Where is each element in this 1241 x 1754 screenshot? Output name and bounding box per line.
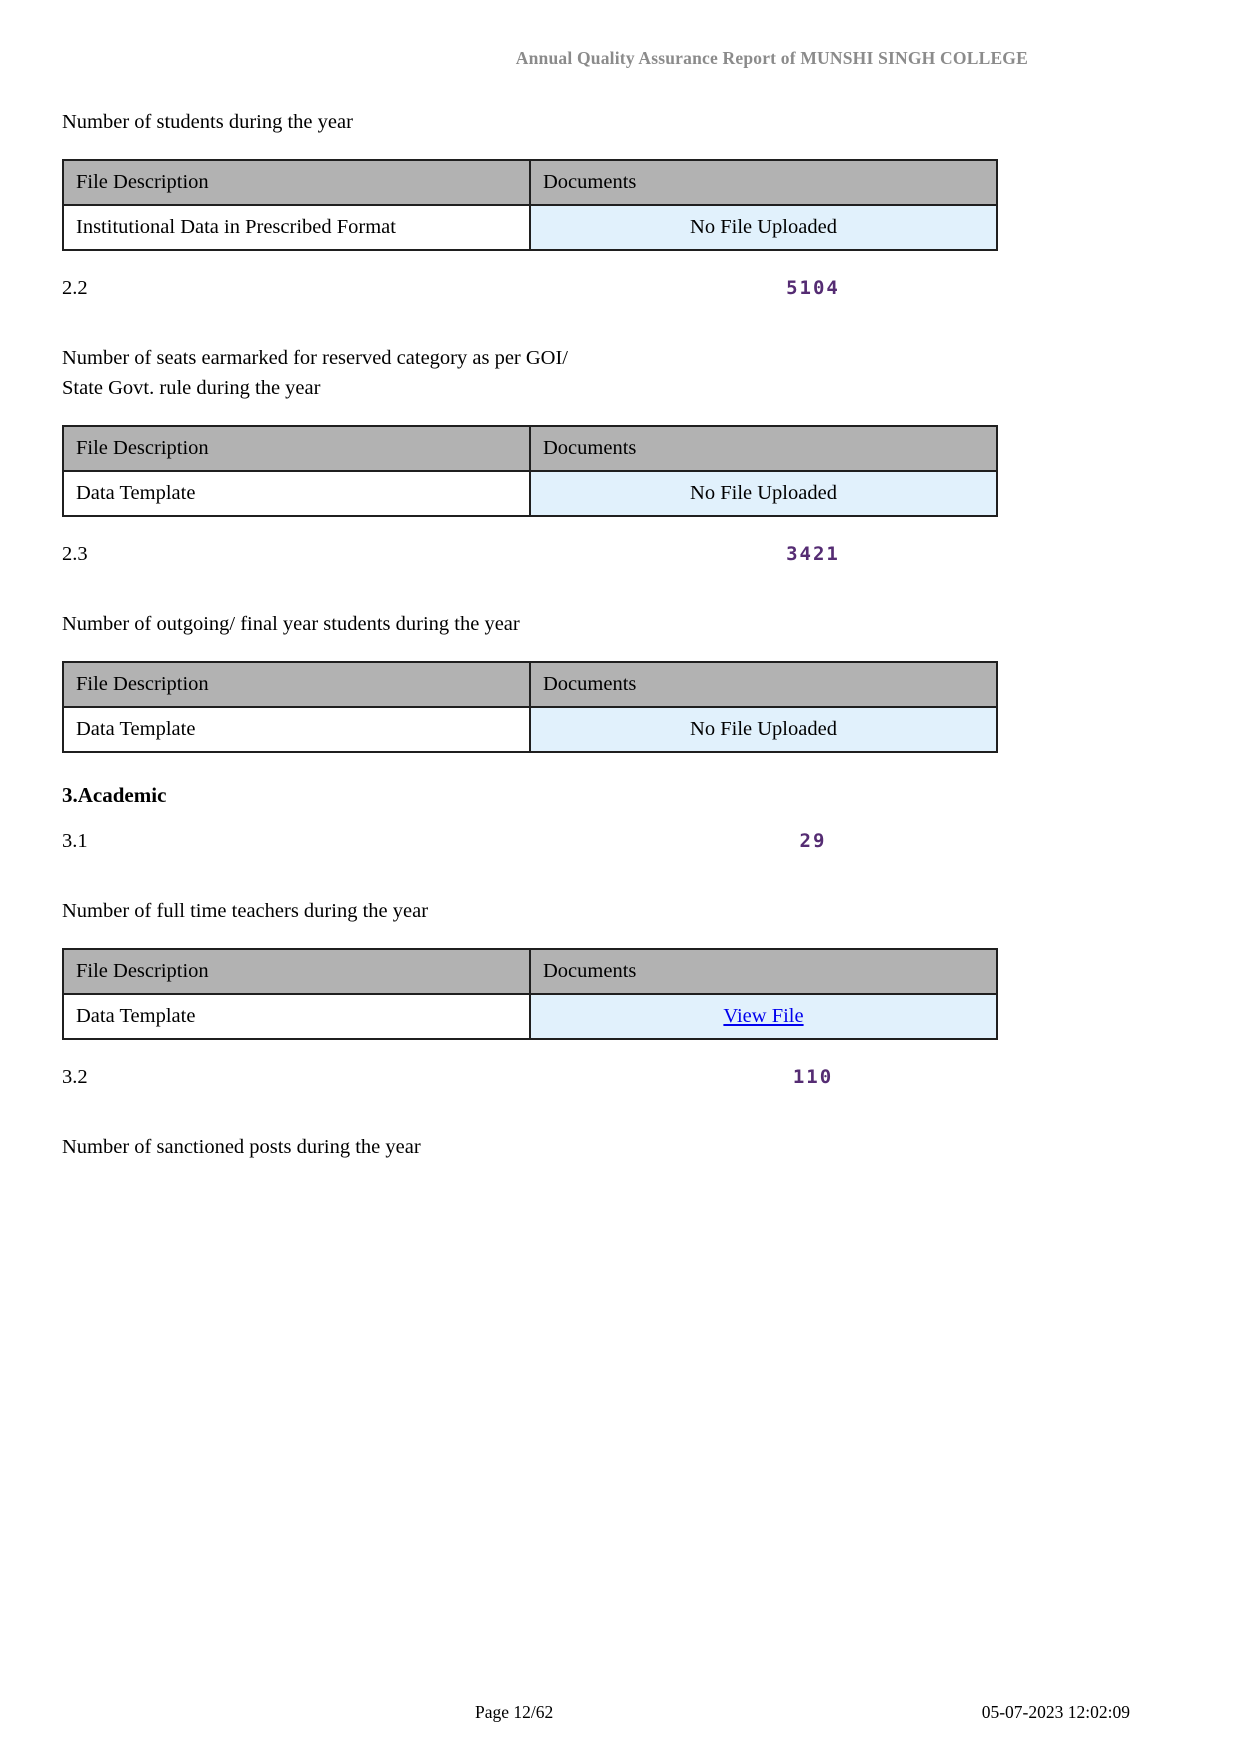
document-status-cell: No File Uploaded <box>530 471 997 516</box>
column-header-file-description: File Description <box>63 662 530 707</box>
table-row <box>63 205 997 250</box>
file-upload-table-teachers <box>62 948 998 1040</box>
report-timestamp: 05-07-2023 12:02:09 <box>981 1702 1130 1722</box>
question-line-2: State Govt. rule during the year <box>62 377 321 399</box>
file-upload-table-outgoing <box>62 661 998 753</box>
file-description-cell: Data Template <box>63 707 530 752</box>
page-footer <box>0 1702 1241 1726</box>
question-sanctioned-posts: Number of sanctioned posts during the year <box>62 1136 421 1158</box>
column-header-documents: Documents <box>530 949 997 994</box>
table-header-row <box>63 426 997 471</box>
column-header-file-description: File Description <box>63 426 530 471</box>
page-number: Page 12/62 <box>475 1702 554 1722</box>
file-upload-table-students <box>62 159 998 251</box>
metric-row-3-1 <box>62 830 998 858</box>
table-header-row <box>63 662 997 707</box>
metric-row-2-2 <box>62 277 998 305</box>
file-description-cell: Data Template <box>63 471 530 516</box>
file-upload-table-seats <box>62 425 998 517</box>
metric-value: 110 <box>792 1066 834 1088</box>
table-header-row <box>63 160 997 205</box>
metric-number: 3.2 <box>62 1066 88 1088</box>
column-header-file-description: File Description <box>63 160 530 205</box>
metric-row-3-2 <box>62 1066 998 1094</box>
metric-value: 3421 <box>786 543 840 565</box>
view-file-link[interactable]: View File <box>723 1005 804 1027</box>
metric-value: 29 <box>799 830 827 852</box>
metric-number: 2.2 <box>62 277 88 299</box>
table-row <box>63 707 997 752</box>
file-description-cell: Institutional Data in Prescribed Format <box>63 205 530 250</box>
question-number-of-students: Number of students during the year <box>62 111 353 133</box>
report-title: Annual Quality Assurance Report of MUNSHI SINGH COLLEGE <box>515 48 1028 68</box>
column-header-file-description: File Description <box>63 949 530 994</box>
table-row <box>63 994 997 1039</box>
document-link-cell <box>530 994 997 1039</box>
metric-value: 5104 <box>786 277 840 299</box>
question-outgoing-students: Number of outgoing/ final year students during the year <box>62 613 520 635</box>
document-status-cell: No File Uploaded <box>530 707 997 752</box>
column-header-documents: Documents <box>530 426 997 471</box>
metric-row-2-3 <box>62 543 998 571</box>
table-header-row <box>63 949 997 994</box>
section-heading-academic: 3.Academic <box>62 783 167 807</box>
question-seats-earmarked <box>62 343 998 403</box>
column-header-documents: Documents <box>530 662 997 707</box>
document-status-cell: No File Uploaded <box>530 205 997 250</box>
question-full-time-teachers: Number of full time teachers during the year <box>62 900 429 922</box>
metric-number: 3.1 <box>62 830 88 852</box>
question-line-1: Number of seats earmarked for reserved category as per GOI/ <box>62 347 569 369</box>
table-row <box>63 471 997 516</box>
metric-number: 2.3 <box>62 543 88 565</box>
column-header-documents: Documents <box>530 160 997 205</box>
file-description-cell: Data Template <box>63 994 530 1039</box>
